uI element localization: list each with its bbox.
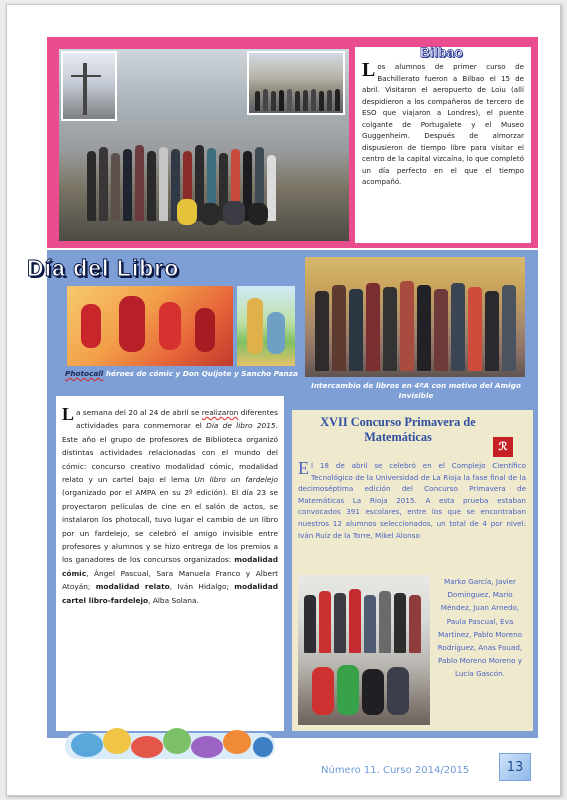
caption-book-exchange: Intercambio de libros en 4ºA con motivo del Amigo Invisible bbox=[311, 381, 521, 400]
comic-heroes-photocall-image bbox=[67, 286, 233, 366]
bilbao-text: os alumnos de primer curso de Bachillerato fueron a Bilbao el 15 de abril. Visitaron el aeropuerto de Loiu (allí despidieron a los compañeros de tercero de ESO que viajaron a Londres), el puente colgante de Portugalete y el Museo Guggenheim. Después de almorzar dispusieron de tiempo libre para visitar el centro de la capital vizcaína, lo que completó un día perfecto en el que el tiempo acompañó. bbox=[362, 62, 524, 186]
issue-footer-text: Número 11. Curso 2014/2015 bbox=[321, 765, 470, 776]
concurso-title: XVII Concurso Primavera de Matemáticas bbox=[320, 415, 476, 444]
article-dropcap: L bbox=[62, 404, 75, 424]
bilbao-bridge-photo bbox=[61, 51, 117, 121]
bilbao-title: Bilbao bbox=[420, 45, 464, 60]
dia-libro-article: La semana del 20 al 24 de abril se realizaron diferentes actividades para conmemorar el Día de libro 2015. Este año el grupo de profesores de Biblioteca organizó distintas actividades relacionadas con el mundo del cómic: concurso creativo modalidad cómic, modalidad relato y un cartel bajo el lema Un libro un fardelejo (organizado por el AMPA en su 2º edición). El día 23 se proyectaron películas de cine en el salón de actos, se instalaron los photocall, tuvo lugar el cambio de un libro por un fardelejo, se celebró el amigo invisible entre profesores y alumnos y se hizo entrega de los premios a los ganadores de los concursos organizados: modalidad cómic, Ángel Pascual, Sara Manuela Franco y Albert Atoyán; modalidad relato, Iván Hidalgo; modalidad cartel libro-fardelejo, Alba Solana. bbox=[56, 396, 284, 731]
dia-libro-title: Día del Libro bbox=[27, 255, 180, 281]
people-front-row bbox=[177, 199, 268, 225]
book-exchange-photo bbox=[305, 257, 525, 377]
caption-photocall-word: Photocall bbox=[65, 369, 104, 378]
bilbao-section bbox=[47, 37, 538, 248]
comic-characters-banner-image bbox=[65, 717, 275, 765]
bilbao-text-box bbox=[355, 47, 531, 243]
rioja-logo-icon: ℛ bbox=[493, 437, 513, 457]
page-number: 13 bbox=[499, 753, 531, 781]
student-names: Marko García, Javier Domínguez, Mario Méndez, Juan Arnedo, Paula Pascual, Eva Martínez, Pablo Moreno Rodríguez, Anas Fouad, Pablo Moreno Moreno y Lucía Gascón. bbox=[437, 577, 523, 679]
magazine-page bbox=[6, 4, 561, 796]
math-contest-students-photo bbox=[298, 575, 430, 725]
concurso-text: El 18 de abril se celebró en el Complejo Científico Tecnológico de la Universidad de La Rioja la fase final de la decimoséptima edición del Concurso Primavera de Matemáticas La Rioja 2015. A esta prueba estaban convocados 391 escolares, entre los que se encontraban nuestros 12 alumnos seleccionados, un total de 4 por nivel: Iván Ruiz de la Torre, Mikel Alonso bbox=[298, 458, 526, 540]
caption-photocall: Photocall héroes de cómic y Don Quijote y Sancho Panza bbox=[65, 369, 298, 378]
concurso-matematicas-section bbox=[292, 410, 533, 731]
bilbao-stadium-photo bbox=[247, 51, 345, 115]
bilbao-dropcap: L bbox=[362, 59, 376, 81]
quijote-sancho-image bbox=[237, 286, 295, 366]
concurso-dropcap: E bbox=[298, 458, 309, 478]
